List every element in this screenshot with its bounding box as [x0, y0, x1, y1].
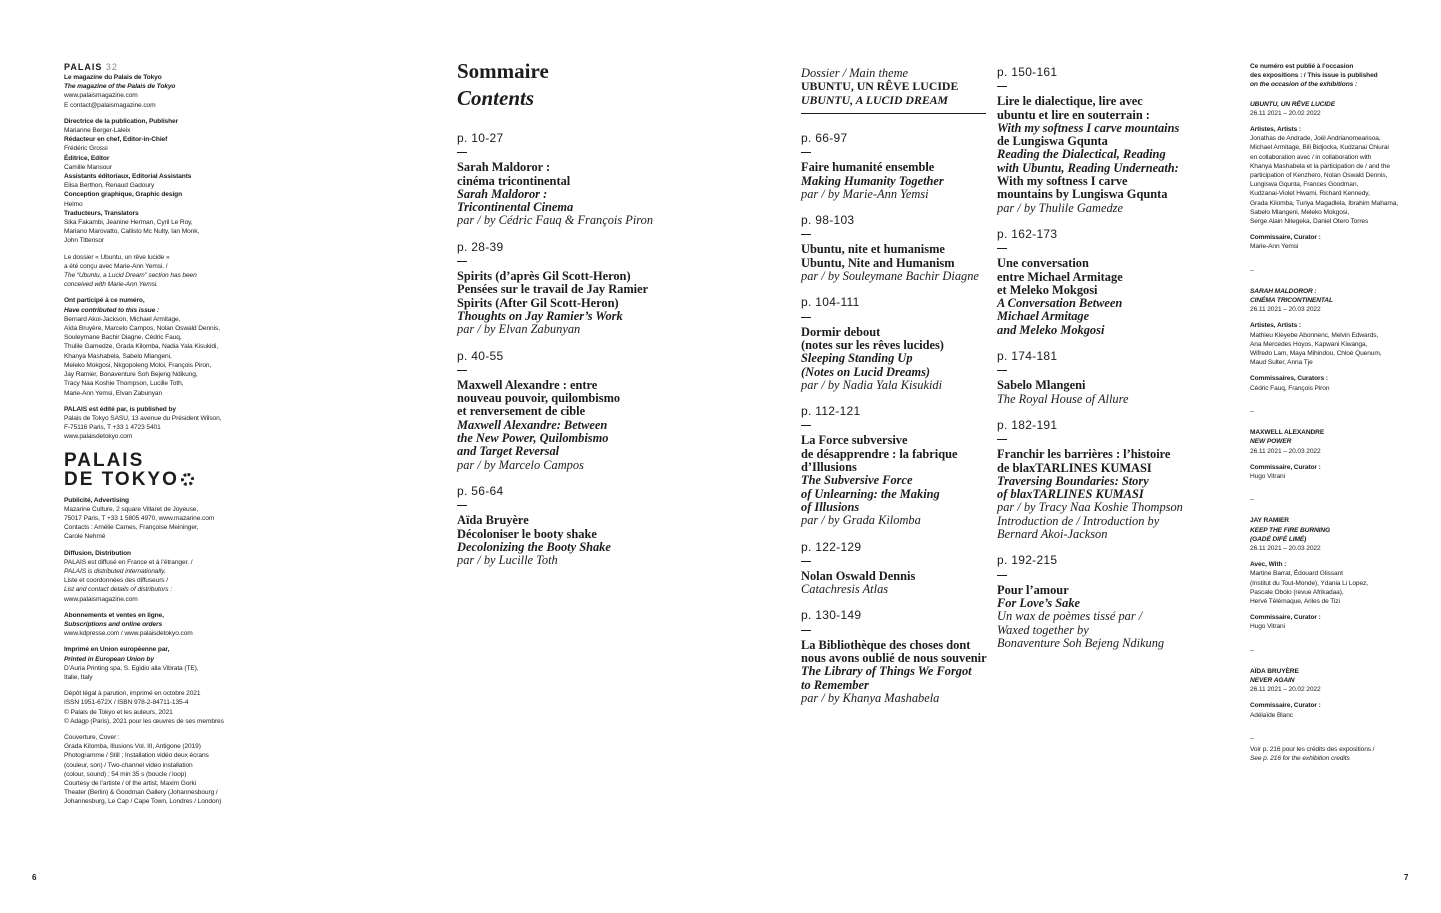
text-line: (Institut du Tout-Monde), Ydania Li Lopez,: [1250, 579, 1368, 587]
toc-line: La Force subversive: [801, 433, 908, 448]
toc-page-range: p. 98-103: [801, 213, 855, 228]
text-line: 26.11 2021 – 20.02 2022: [1250, 686, 1321, 694]
text-line: 75017 Paris, T +33 1 5805 4970, www.mazarine.com: [64, 514, 215, 522]
toc-line: Spirits (After Gil Scott-Heron): [457, 295, 619, 310]
toc-line: de blaxTARLINES KUMASI: [997, 460, 1152, 475]
toc-page-range: p. 162-173: [997, 226, 1058, 241]
text-line: See p. 216 for the exhibition credits: [1250, 755, 1350, 763]
text-line: Grada Kilomba, Turiya Magadlela, Ibrahim Mahama,: [1250, 199, 1399, 207]
toc-line: par / by Cédric Fauq & François Piron: [457, 213, 654, 228]
masthead-subscriptions: [64, 611, 234, 639]
text-line: Courtesy de l’artiste / of the artist, Maxim Gorki: [64, 780, 197, 787]
toc-line: Introduction de / Introduction by: [997, 513, 1160, 528]
toc-page-range: p. 122-129: [801, 539, 862, 554]
text-line: KEEP THE FIRE BURNING: [1250, 526, 1331, 534]
text-line: Lungiswa Gqunta, Frances Goodman,: [1250, 181, 1359, 189]
toc-line: par / by Tracy Naa Koshie Thompson: [997, 500, 1183, 515]
text-line: www.palaismagazine.com: [64, 92, 138, 100]
text-line: Dépôt légal à parution, imprimé en octobre 2021: [64, 690, 201, 698]
toc-line: et Meleko Mokgosi: [997, 282, 1098, 297]
toc-line: Michael Armitage: [997, 309, 1090, 324]
text-line: www.palaisdetokyo.com: [64, 433, 133, 441]
spacer: [1250, 90, 1420, 100]
toc-line: Nolan Oswald Dennis: [801, 568, 916, 583]
text-line: Italie, Italy: [64, 673, 93, 681]
text-line: (colour, sound) ; 54 min 35 s (boucle / loop): [64, 770, 187, 778]
text-line: Abonnements et ventes en ligne,: [64, 611, 164, 619]
toc-line: Sabelo Mlangeni: [997, 378, 1086, 393]
toc-page-range: p. 104-111: [801, 295, 860, 310]
spacer: [1250, 367, 1420, 374]
text-line: Aïda Bruyère, Marcelo Campos, Nolan Oswald Dennis,: [64, 325, 220, 333]
text-line: The “Ubuntu, a Lucid Dream” section has been: [64, 272, 197, 280]
toc-dash: [997, 248, 1007, 249]
text-line: JAY RAMIER: [1250, 517, 1289, 525]
text-line: Helmo: [64, 200, 83, 208]
text-line: Marie-Ann Yemsi: [1250, 243, 1299, 251]
toc-line: par / by Thulile Gamedze: [997, 200, 1123, 215]
text-line: Johannesburg, Le Cap / Cape Town, Londres / London): [64, 798, 222, 806]
text-line: Hugo Vitrani: [1250, 623, 1285, 631]
toc-dash: [997, 370, 1007, 371]
toc-line: of Illusions: [801, 499, 860, 514]
text-line: Elisa Berthon, Renaud Gadoury: [64, 182, 155, 190]
toc-dash: [457, 370, 467, 371]
text-line: Martine Barrat, Édouard Glissant: [1250, 570, 1343, 578]
toc-line: ubuntu et lire en souterrain :: [997, 107, 1150, 122]
text-line: Le dossier « Ubuntu, un rêve lucide »: [64, 253, 170, 261]
toc-line: La Bibliothèque des choses dont: [801, 637, 971, 652]
toc-entry[interactable]: [997, 350, 1197, 406]
toc-line: and Target Reversal: [457, 444, 560, 459]
dossier-heading: [801, 67, 986, 114]
toc-line: Catachresis Atlas: [801, 582, 889, 597]
text-line: Commissaire, Curator :: [1250, 234, 1321, 242]
text-line: Mathieu Kleyebe Abonnenc, Melvin Edwards,: [1250, 331, 1379, 339]
toc-line: par / by Khanya Mashabela: [801, 690, 940, 705]
text-line: 26.11 2021 – 20.03 2022: [1250, 544, 1321, 552]
text-line: Theater (Berlin) & Goodman Gallery (Johannesbourg /: [64, 789, 218, 797]
toc-line: The Library of Things We Forgot: [801, 664, 972, 679]
text-line: Pascale Obolo (revue Afrikadaa),: [1250, 588, 1344, 596]
text-line: Thulile Gamedze, Grada Kilomba, Nadia Yala Kisukidi,: [64, 343, 218, 351]
text-line: Marianne Berger-Laleix: [64, 127, 131, 135]
toc-line: de désapprendre : la fabrique: [801, 446, 958, 461]
text-line: The magazine of the Palais de Tokyo: [64, 83, 176, 91]
toc-entry[interactable]: [997, 228, 1197, 337]
text-line: Hervé Télémaque, Ariles de Tizi: [1250, 597, 1340, 605]
toc-entry[interactable]: [997, 66, 1197, 215]
dossier-label: Dossier / Main theme: [801, 66, 909, 80]
toc-entry[interactable]: [457, 485, 657, 567]
text-line: PALAIS is distributed internationally.: [64, 567, 166, 575]
text-line: Printed in European Union by: [64, 655, 154, 663]
spacer: [1250, 553, 1420, 560]
toc-line: Sleeping Standing Up: [801, 351, 913, 366]
text-line: Ont participé à ce numéro,: [64, 297, 145, 305]
dossier-title-en: UBUNTU, A LUCID DREAM: [801, 92, 949, 107]
spacer: [1250, 118, 1420, 125]
exhibition-entry: [1250, 428, 1420, 481]
toc-dash: [801, 234, 811, 235]
logo-line-2: DE TOKYO: [64, 470, 234, 489]
toc-dash: [801, 425, 811, 426]
toc-page-range: p. 28-39: [457, 239, 504, 254]
masthead-staff: [64, 117, 234, 246]
text-line: ISSN 1951-672X / ISBN 978-2-84711-135-4: [64, 699, 189, 707]
toc-dash: [801, 152, 811, 153]
text-line: Carole Nehmé: [64, 533, 106, 541]
toc-page-range: p. 182-191: [997, 417, 1058, 432]
text-line: PALAIS est édité par, is published by: [64, 405, 176, 413]
masthead-brand: [64, 62, 234, 73]
text-line: Serge Alain Nitegeka, Daniel Otero Torres: [1250, 218, 1369, 226]
toc-line: Spirits (d’après Gil Scott-Heron): [457, 269, 631, 284]
text-line: www.palaismagazine.com: [64, 595, 138, 603]
exhibition-separator: –: [1250, 646, 1254, 654]
toc-dash: [457, 505, 467, 506]
toc-entry[interactable]: [457, 350, 657, 472]
text-line: Sabelo Mlangeni, Meleko Mokgosi,: [1250, 208, 1350, 216]
text-line: on the occasion of the exhibitions :: [1250, 81, 1358, 89]
text-line: D’Auria Printing spa, S. Egidio alla Vibrata (TE),: [64, 664, 199, 672]
toc-line: Reading the Dialectical, Reading: [997, 147, 1166, 162]
toc-line: Un wax de poèmes tissé par /: [997, 609, 1143, 624]
masthead-intro: [64, 73, 234, 110]
text-line: Commissaire, Curator :: [1250, 463, 1321, 471]
toc-line: with Ubuntu, Reading Underneath:: [997, 160, 1179, 175]
text-line: Hugo Vitrani: [1250, 472, 1285, 480]
text-line: Grada Kilomba, Illusions Vol. III, Antigone (2019): [64, 743, 201, 751]
masthead-printing: [64, 645, 234, 682]
toc-line: Franchir les barrières : l’histoire: [997, 447, 1171, 462]
toc-line: The Royal House of Allure: [997, 391, 1129, 406]
toc-column-1: [457, 132, 657, 580]
toc-line: par / by Marcelo Campos: [457, 457, 584, 472]
toc-page-range: p. 40-55: [457, 348, 504, 363]
toc-entry[interactable]: [457, 241, 657, 337]
spacer: [1250, 277, 1420, 287]
toc-page-range: p. 130-149: [801, 608, 862, 623]
toc-entry[interactable]: [801, 132, 991, 201]
toc-entry[interactable]: [801, 541, 991, 597]
toc-line: Ubuntu, nite et humanisme: [801, 242, 945, 257]
text-line: 26.11 2021 – 20.03 2022: [1250, 306, 1321, 314]
masthead-cover-credit: [64, 733, 234, 807]
text-line: Jay Ramier, Bonaventure Soh Bejeng Ndikung,: [64, 371, 198, 379]
text-line: John Tittensor: [64, 237, 105, 245]
toc-line: Pensées sur le travail de Jay Ramier: [457, 282, 649, 297]
toc-line: nous avons oublié de nous souvenir: [801, 651, 987, 666]
masthead-column: [64, 62, 234, 807]
toc-dash: [801, 317, 811, 318]
toc-line: nouveau pouvoir, quilombismo: [457, 391, 621, 406]
toc-line: d’Illusions: [801, 460, 857, 475]
toc-line: Faire humanité ensemble: [801, 160, 935, 175]
text-line: Jonathas de Andrade, Joël Andrianomearisoa,: [1250, 135, 1381, 143]
toc-page-range: p. 56-64: [457, 483, 504, 498]
toc-line: Decolonizing the Booty Shake: [457, 539, 611, 554]
toc-page-range: p. 150-161: [997, 65, 1058, 79]
text-line: Artistes, Artists :: [1250, 322, 1301, 330]
text-line: NEVER AGAIN: [1250, 676, 1295, 684]
exhibition-entry: [1250, 287, 1420, 393]
toc-line: Une conversation: [997, 256, 1089, 271]
text-line: NEW POWER: [1250, 438, 1292, 446]
text-line: Photogramme / Still ; Installation vidéo deux écrans: [64, 752, 209, 760]
text-line: Publicité, Advertising: [64, 496, 129, 504]
text-line: Bernard Akoi-Jackson, Michael Armitage,: [64, 315, 181, 323]
text-line: AÏDA BRUYÈRE: [1250, 667, 1299, 675]
toc-page-range: p. 112-121: [801, 404, 861, 419]
toc-line: of Unlearning: the Making: [801, 486, 940, 501]
text-line: Subscriptions and online orders: [64, 620, 163, 628]
text-line: UBUNTU, UN RÊVE LUCIDE: [1250, 100, 1335, 108]
issue-number: 32: [105, 62, 118, 72]
exhibitions-column: [1250, 62, 1420, 763]
text-line: Avec, With :: [1250, 561, 1287, 569]
page-number-left: 6: [32, 873, 37, 882]
exhibition-separator: –: [1250, 266, 1254, 274]
toc-line: Waxed together by: [997, 622, 1089, 637]
text-line: Tracy Naa Koshie Thompson, Lucille Toth,: [64, 380, 184, 388]
exhibition-separator: –: [1250, 734, 1254, 742]
toc-line: Décoloniser le booty shake: [457, 526, 597, 541]
toc-line: par / by Grada Kilomba: [801, 513, 921, 528]
toc-line: Lire le dialectique, lire avec: [997, 94, 1143, 109]
text-line: Artistes, Artists :: [1250, 126, 1301, 134]
toc-line: par / by Nadia Yala Kisukidi: [801, 377, 943, 392]
spacer: [1250, 657, 1420, 667]
exhibition-entry: [1250, 100, 1420, 252]
masthead-publisher: [64, 405, 234, 442]
text-line: Éditrice, Editor: [64, 154, 110, 162]
toc-line: Ubuntu, Nite and Humanism: [801, 255, 955, 270]
text-line: E contact@palaismagazine.com: [64, 101, 156, 109]
toc-line: Making Humanity Together: [801, 173, 944, 188]
text-line: Le magazine du Palais de Tokyo: [64, 74, 162, 81]
toc-line: Dormir debout: [801, 324, 881, 339]
toc-line: par / by Marie-Ann Yemsi: [801, 186, 929, 201]
text-line: Commissaire, Curator :: [1250, 614, 1321, 622]
exhibition-entry: [1250, 667, 1420, 720]
toc-line: par / by Elvan Zabunyan: [457, 322, 581, 337]
toc-line: (Notes on Lucid Dreams): [801, 364, 931, 379]
toc-line: to Remember: [801, 677, 869, 692]
text-line: conceived with Marie-Ann Yemsi.: [64, 281, 158, 289]
text-line: Mazarine Culture, 2 square Villaret de Joyeuse,: [64, 505, 199, 513]
masthead-contributors: [64, 296, 234, 397]
toc-entry[interactable]: [801, 405, 991, 527]
masthead-dossier-note: [64, 253, 234, 290]
palais-de-tokyo-logo: [64, 451, 234, 489]
text-line: Rédacteur en chef, Editor-in-Chief: [64, 136, 168, 144]
toc-line: With my softness I carve: [997, 174, 1128, 189]
text-line: Michael Armitage, Bili Bidjocka, Kudzanai Chiurai: [1250, 144, 1389, 152]
text-line: Khanya Mashabela, Sabelo Mlangeni,: [64, 352, 172, 360]
text-line: participation of Kenzhero, Nolan Oswald Dennis,: [1250, 172, 1388, 180]
toc-line: The Subversive Force: [801, 473, 913, 488]
text-line: Assistants éditoriaux, Editorial Assistants: [64, 173, 192, 181]
text-line: Souleymane Bachir Diagne, Cédric Fauq,: [64, 334, 182, 342]
toc-dash: [997, 86, 1007, 87]
text-line: Sika Fakambi, Jeanine Herman, Cyril Le Roy,: [64, 219, 193, 227]
text-line: PALAIS est diffusé en France et à l’étranger. /: [64, 558, 193, 566]
text-line: en collaboration avec / in collaboration with: [1250, 153, 1372, 161]
text-line: Palais de Tokyo SASU, 13 avenue du Président Wilson,: [64, 414, 222, 422]
toc-dash: [801, 561, 811, 562]
spacer: [1250, 456, 1420, 463]
toc-line: Pour l’amour: [997, 582, 1069, 597]
masthead-distribution: [64, 549, 234, 604]
text-line: (couleur, son) / Two-channel video installation: [64, 761, 193, 769]
spacer: [1250, 506, 1420, 516]
text-line: CINÉMA TRICONTINENTAL: [1250, 297, 1333, 305]
logo-line-1: PALAIS: [64, 449, 145, 471]
exhibitions-list: [1250, 90, 1420, 743]
text-line: Adélaïde Blanc: [1250, 711, 1293, 719]
text-line: Khanya Mashabela et la participation de / and the: [1250, 162, 1390, 170]
spacer: [1250, 694, 1420, 701]
toc-entry[interactable]: [997, 419, 1197, 541]
text-line: 26.11 2021 – 20.03 2022: [1250, 447, 1321, 455]
toc-line: Aïda Bruyère: [457, 513, 529, 528]
toc-line: of blaxTARLINES KUMASI: [997, 487, 1144, 502]
toc-line: et renversement de cible: [457, 404, 586, 419]
dossier-rule: [801, 113, 986, 114]
toc-title-fr: Sommaire: [457, 59, 549, 83]
toc-line: Sarah Maldoror :: [457, 186, 548, 201]
toc-line: Sarah Maldoror :: [457, 160, 551, 175]
text-line: © Palais de Tokyo et les auteurs, 2021: [64, 708, 173, 716]
text-line: Ce numéro est publié à l’occasion: [1250, 63, 1354, 70]
toc-line: de Lungiswa Gqunta: [997, 134, 1108, 149]
text-line: © Adagp (Paris), 2021 pour les œuvres de ses membres: [64, 717, 224, 725]
toc-dash: [997, 439, 1007, 440]
text-line: SARAH MALDOROR :: [1250, 287, 1317, 295]
text-line: F-75116 Paris, T +33 1 4723 5401: [64, 424, 161, 432]
toc-line: the New Power, Quilombismo: [457, 431, 609, 446]
toc-line: Maxwell Alexandre : entre: [457, 377, 598, 392]
page-number-right: 7: [1404, 873, 1409, 882]
toc-line: entre Michael Armitage: [997, 269, 1123, 284]
toc-line: Maxwell Alexandre: Between: [457, 417, 608, 432]
toc-header: [457, 58, 549, 112]
text-line: Conception graphique, Graphic design: [64, 191, 183, 199]
logo-circle-icon: [181, 473, 194, 486]
exhibition-separator: –: [1250, 496, 1254, 504]
toc-line: Traversing Boundaries: Story: [997, 473, 1149, 488]
toc-line: cinéma tricontinental: [457, 173, 571, 188]
masthead-legal: [64, 689, 234, 726]
toc-line: par / by Souleymane Bachir Diagne: [801, 269, 979, 284]
text-line: 26.11 2021 – 20.02 2022: [1250, 109, 1321, 117]
text-line: (GADÉ DIFÉ LIMÉ): [1250, 535, 1307, 543]
text-line: des expositions : / This issue is published: [1250, 72, 1378, 80]
toc-entry[interactable]: [997, 554, 1197, 650]
toc-entry[interactable]: [801, 609, 991, 705]
toc-dash: [997, 575, 1007, 576]
text-line: Maud Sulter, Anna Tje: [1250, 359, 1313, 367]
toc-entry[interactable]: [801, 296, 991, 392]
toc-page-range: p. 192-215: [997, 553, 1058, 568]
text-line: Directrice de la publication, Publisher: [64, 117, 179, 125]
toc-line: (notes sur les rêves lucides): [801, 337, 944, 352]
text-line: Frédéric Grossi: [64, 145, 108, 153]
toc-column-2: [801, 132, 991, 718]
text-line: Meleko Mokgosi, Nkgopoleng Moloi, François Piron,: [64, 361, 212, 369]
toc-line: For Love’s Sake: [997, 595, 1081, 610]
toc-line: Thoughts on Jay Ramier’s Work: [457, 308, 623, 323]
text-line: List and contact details of distributors :: [64, 586, 172, 594]
toc-line: Tricontinental Cinema: [457, 200, 574, 215]
text-line: Imprimé en Union européenne par,: [64, 646, 170, 654]
text-line: Commissaires, Curators :: [1250, 375, 1328, 383]
exhibition-entry: [1250, 516, 1420, 631]
toc-dash: [801, 630, 811, 631]
text-line: Kudzanai-Violet Hwami, Richard Kennedy,: [1250, 190, 1370, 198]
text-line: MAXWELL ALEXANDRE: [1250, 429, 1325, 437]
text-line: Contacts : Amélie Cames, Françoise Meininger,: [64, 524, 199, 532]
toc-line: and Meleko Mokgosi: [997, 322, 1105, 337]
text-line: Liste et coordonnées des diffuseurs /: [64, 577, 168, 585]
masthead-advertising: [64, 496, 234, 542]
text-line: Cédric Fauq, François Piron: [1250, 384, 1330, 392]
toc-column-3: [997, 66, 1197, 663]
toc-dash: [457, 261, 467, 262]
toc-line: With my softness I carve mountains: [997, 120, 1180, 135]
toc-line: A Conversation Between: [997, 296, 1123, 311]
spacer: [1250, 226, 1420, 233]
toc-line: mountains by Lungiswa Gqunta: [997, 187, 1168, 202]
text-line: Voir p. 216 pour les crédits des expositions /: [1250, 745, 1375, 753]
text-line: Camille Mansour: [64, 163, 112, 171]
text-line: Mariano Marovatto, Callisto Mc Nulty, Ian Monk,: [64, 228, 200, 236]
text-line: a été conçu avec Marie-Ann Yemsi. /: [64, 262, 168, 270]
toc-line: Bernard Akoi-Jackson: [997, 527, 1108, 542]
exhibitions-footer: [1250, 745, 1420, 763]
toc-page-range: p. 174-181: [997, 349, 1058, 364]
spacer: [1250, 418, 1420, 428]
toc-page-range: p. 66-97: [801, 131, 848, 145]
brand-name: PALAIS: [64, 62, 103, 72]
spacer: [1250, 314, 1420, 321]
text-line: Couverture, Cover :: [64, 733, 120, 741]
exhibitions-intro: [1250, 62, 1420, 90]
toc-line: Bonaventure Soh Bejeng Ndikung: [997, 635, 1165, 650]
text-line: Have contributed to this issue :: [64, 306, 159, 314]
text-line: Traducteurs, Translators: [64, 209, 139, 217]
toc-title-en: Contents: [457, 86, 535, 110]
text-line: Diffusion, Distribution: [64, 549, 131, 557]
toc-line: par / by Lucille Toth: [457, 553, 558, 568]
dossier-title-fr: UBUNTU, UN RÊVE LUCIDE: [801, 79, 959, 94]
text-line: Wifredo Lam, Maya Mihindou, Chloé Quenum,: [1250, 350, 1382, 358]
text-line: Ana Mercedes Hoyos, Kapwani Kiwanga,: [1250, 340, 1368, 348]
exhibition-separator: –: [1250, 407, 1254, 415]
text-line: Commissaire, Curator :: [1250, 702, 1321, 710]
toc-page-range: p. 10-27: [457, 131, 504, 145]
text-line: Marie-Ann Yemsi, Elvan Zabunyan: [64, 389, 163, 397]
toc-entry[interactable]: [457, 132, 657, 228]
spacer: [1250, 606, 1420, 613]
toc-entry[interactable]: [801, 214, 991, 283]
toc-dash: [457, 152, 467, 153]
text-line: www.kdpresse.com / www.palaisdetokyo.com: [64, 630, 193, 638]
